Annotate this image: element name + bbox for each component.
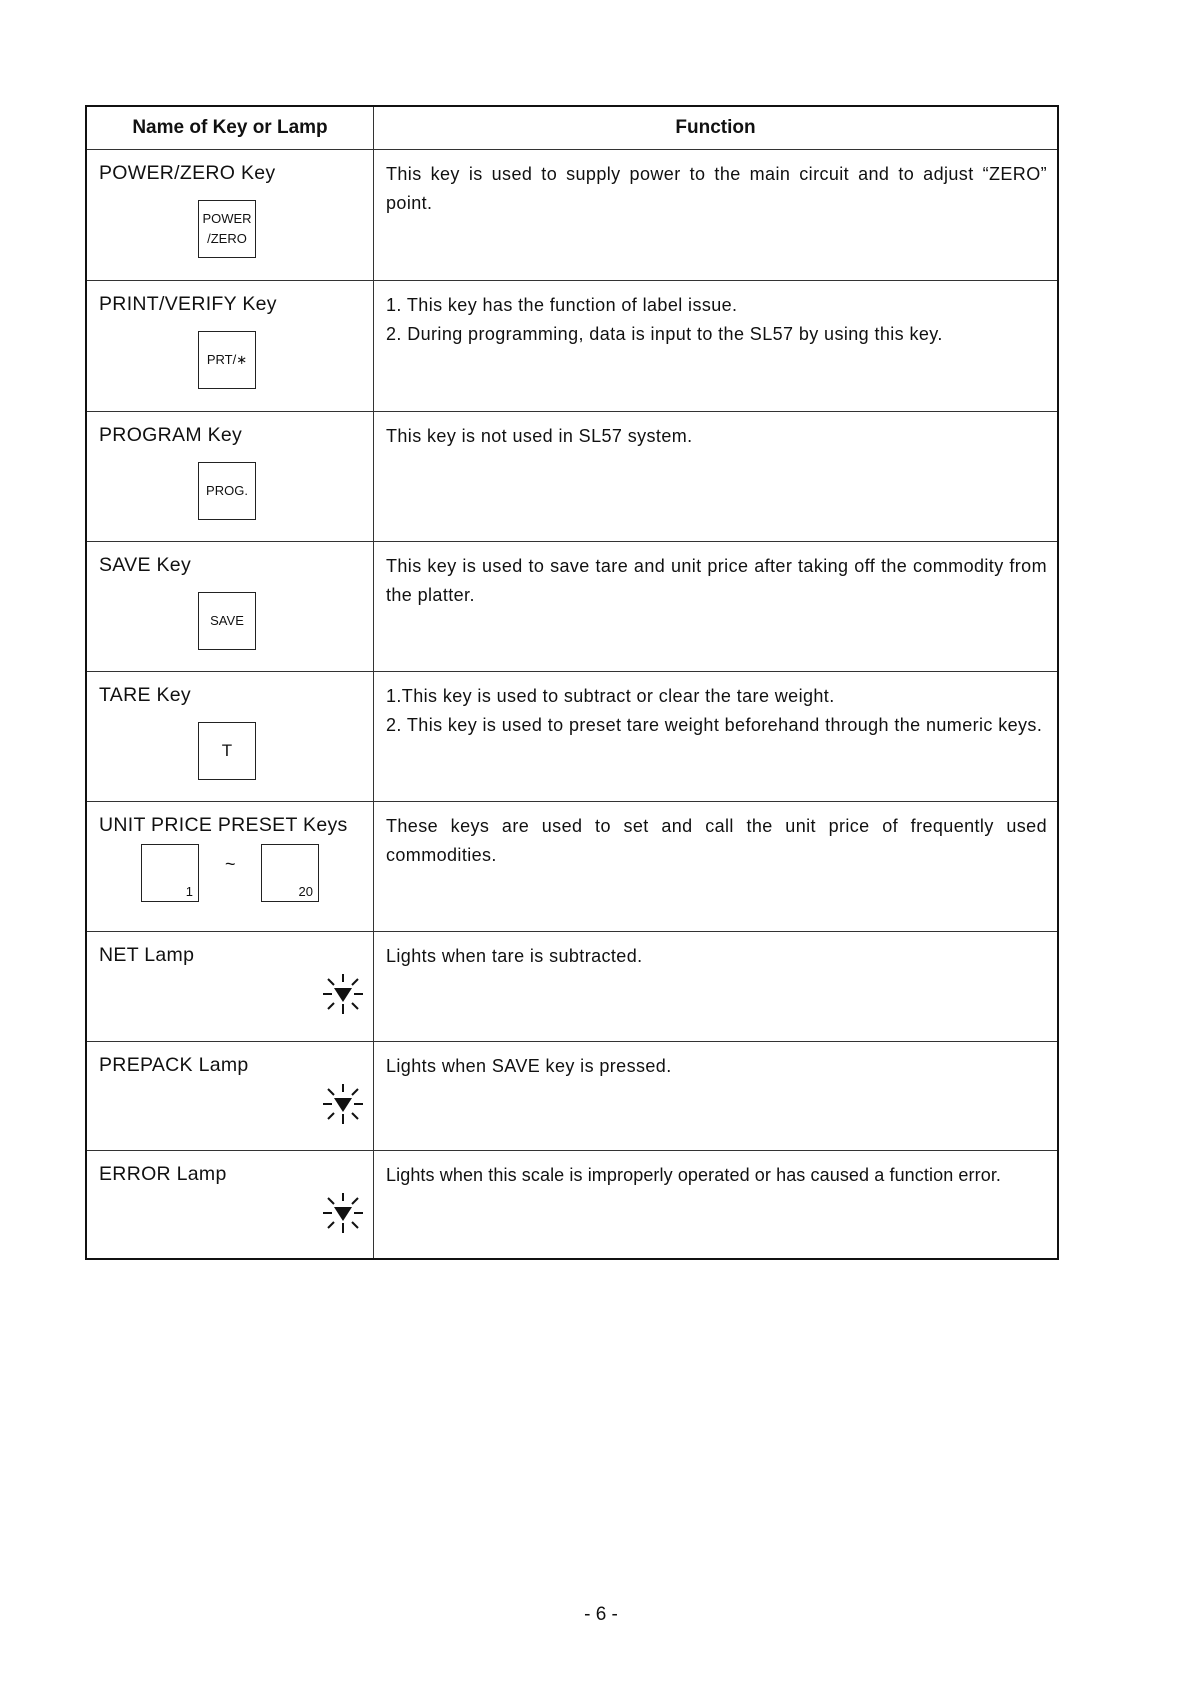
save-key-icon	[198, 592, 256, 650]
table-row-program	[87, 411, 1057, 541]
table-header-row	[87, 107, 1057, 149]
key-label: 1	[185, 884, 193, 899]
function-text: 1.This key is used to subtract or clear the tare weight.	[386, 686, 835, 706]
key-label: /ZERO	[207, 231, 247, 246]
function-text: This key is used to supply power to the main circuit and to adjust “ZERO” point.	[386, 164, 1047, 213]
function-text: Lights when this scale is improperly operated or has caused a function error.	[386, 1165, 1002, 1185]
key-name: TARE Key	[99, 684, 191, 706]
preset-key-20-icon	[261, 844, 319, 902]
lamp-icon	[321, 1082, 365, 1126]
table-row-prepack-lamp	[87, 1041, 1057, 1150]
table-row-unit-price-preset	[87, 801, 1057, 931]
key-label: PRT/∗	[206, 352, 248, 367]
key-name: UNIT PRICE PRESET Keys	[99, 814, 348, 836]
function-text: Lights when tare is subtracted.	[386, 946, 643, 966]
key-label: POWER	[202, 211, 252, 226]
page-number: - 6 -	[584, 1604, 618, 1625]
power-zero-key-icon	[198, 200, 256, 258]
key-label: 20	[298, 884, 313, 899]
key-name: POWER/ZERO Key	[99, 162, 276, 184]
header-name-of-key-or-lamp: Name of Key or Lamp	[87, 107, 374, 149]
tare-key-icon	[198, 722, 256, 780]
table-row-print-verify	[87, 280, 1057, 411]
lamp-name: PREPACK Lamp	[99, 1054, 249, 1076]
key-name: PRINT/VERIFY Key	[99, 293, 277, 315]
lamp-icon	[321, 1191, 365, 1235]
function-text: These keys are used to set and call the unit price of frequently used commodities.	[386, 816, 1047, 865]
function-text: 1. This key has the function of label issue.	[386, 295, 738, 315]
key-label: SAVE	[210, 613, 244, 628]
key-name: PROGRAM Key	[99, 424, 243, 446]
function-text: 2. This key is used to preset tare weight beforehand through the numeric keys.	[386, 715, 1043, 735]
range-separator: ~	[225, 854, 236, 874]
table-row-net-lamp	[87, 931, 1057, 1041]
function-text: Lights when SAVE key is pressed.	[386, 1056, 672, 1076]
header-function: Function	[675, 117, 756, 138]
table-row-error-lamp	[87, 1150, 1057, 1258]
key-label: PROG.	[206, 483, 248, 498]
key-name: SAVE Key	[99, 554, 191, 576]
function-text: 2. During programming, data is input to the SL57 by using this key.	[386, 324, 943, 344]
table-row-save	[87, 541, 1057, 671]
keys-and-lamps-table	[85, 105, 1059, 1260]
lamp-icon	[321, 972, 365, 1016]
function-text: This key is used to save tare and unit price after taking off the commodity from the platter.	[386, 556, 1047, 605]
table-row-tare	[87, 671, 1057, 801]
preset-key-1-icon	[141, 844, 199, 902]
lamp-name: ERROR Lamp	[99, 1163, 227, 1185]
function-text: This key is not used in SL57 system.	[386, 426, 693, 446]
lamp-name: NET Lamp	[99, 944, 195, 966]
key-label: T	[221, 741, 233, 760]
table-row-power-zero	[87, 149, 1057, 280]
print-verify-key-icon	[198, 331, 256, 389]
program-key-icon	[198, 462, 256, 520]
